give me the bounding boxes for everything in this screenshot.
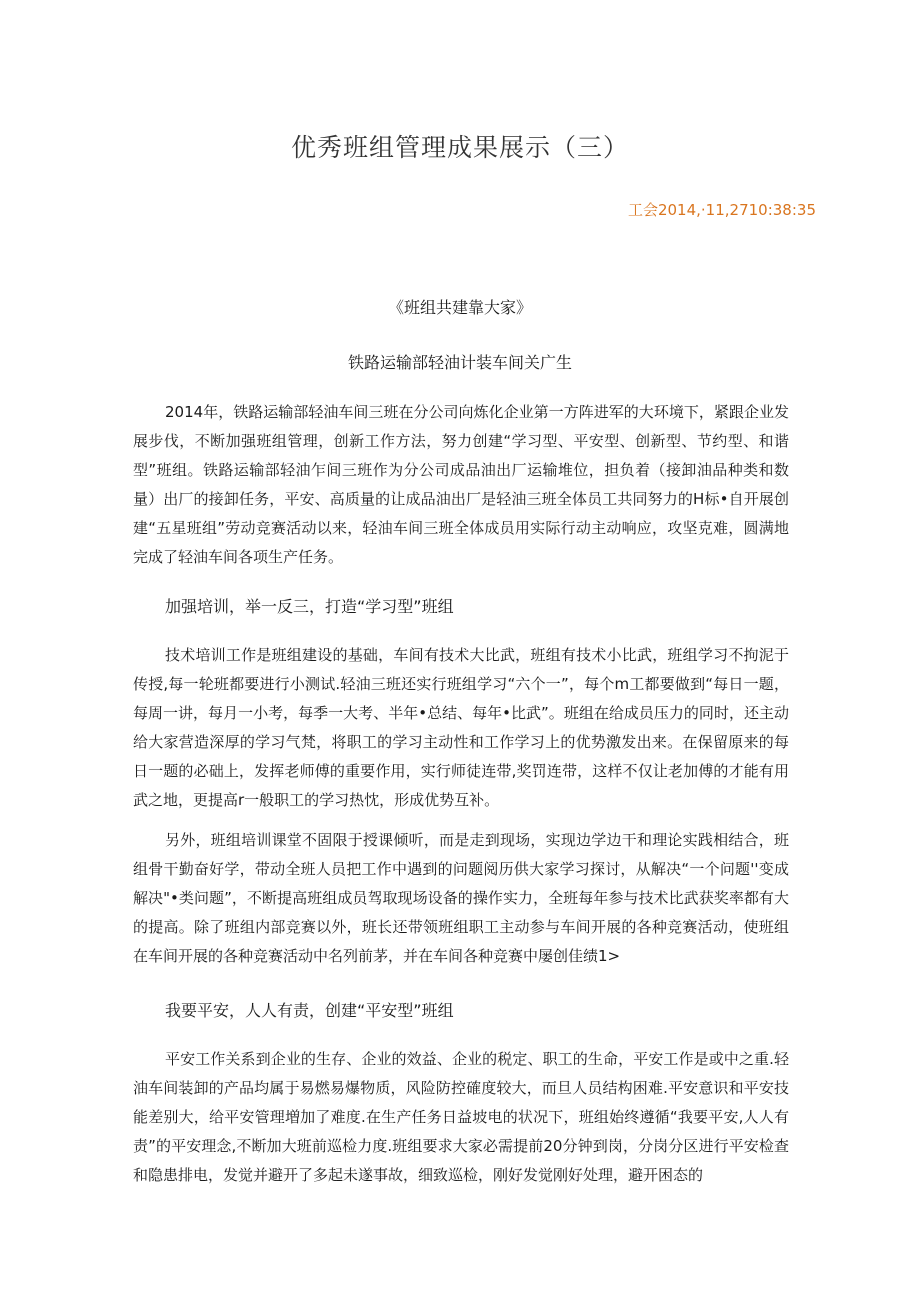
paragraph-training-1: 技术培训工作是班组建设的基础，车间有技术大比武，班组有技术小比武，班组学习不拘泥于传授,每一轮班都要进行小测试.轻油三班还实行班组学习“六个一”，每个m工都要做到“每日一题，每周一讲，每月一小考，每季一大考、半年•总结、每年•比武”。班组在给成员压力的同时，还主动给大家营造深厚的学习气梵，将职工的学习主动性和工作学习上的优势激发出来。在保留原来的每日一题的必础上，发挥老师傅的重要作用，实行师徒连带,奖罚连带，这样不仅让老加傅的才能有用武之地，更提高r一般职工的学习热忱，形成优势互补。 [133, 646, 789, 809]
section-heading-training: 加强培训，举一反三，打造“学习型”班组 [165, 597, 454, 616]
paragraph-training-2: 另外，班组培训课堂不固限于授课倾听，而是走到现场，实现边学边干和理论实践相结合，班组骨干勤奋好学，带动全班人员把工作中遇到的问题阅历供大家学习探讨，从解决“一个问题''变成解决"•类问题”，不断提高班组成员驾取现场设备的操作实力，全班每年参与技术比武获奖率都有大的提高。除了班组内部竞赛以外，班长还带领班组职工主动参与车间开展的各种竞赛活动，使班组在车间开展的各种竞赛活动中名列前茅，并在车间各种竞赛中屡创佳绩1> [133, 831, 789, 965]
paragraph-safety: 平安工作关系到企业的生存、企业的效益、企业的税定、职工的生命，平安工作是或中之重.轻油车间装卸的产品均属于易燃易爆物质，风险防控確度较大，而旦人员结构困难.平安意识和平安技能差别大，给平安管理増加了难度.在生产任务日益坡电的状况下，班组始终遵循“我要平安,人人有责”的平安理念,不断加大班前巡检力度.班组要求大家必需提前20分钟到岗，分岗分区进行平安检查和隐患排电，发觉并避开了多起未遂事故，细致巡检，刚好发觉刚好处理，避开困态的 [133, 1050, 789, 1184]
section-heading-safety: 我要平安，人人有责，创建“平安型”班组 [165, 1001, 454, 1020]
paragraph-intro: 2014年，铁路运输部轻油车间三班在分公司向炼化企业第一方阵进军的大环境下，紧跟企业发展步伐，不断加强班组管理，创新工作方法，努力创建“学习型、平安型、创新型、节约型、和谐型”班组。铁路运输部轻油乍间三班作为分公司成品油出厂运输堆位，担负着（接卸油品种类和数量）出厂的接卸任务，平安、高质量的让成品油出厂是轻油三班全体员工共同努力的H标•自开展创建“五星班组”劳动竞赛活动以来，轻油车间三班全体成员用实际行动主动响应，攻坚克难，圆满地完成了轻油车间各项生产任务。 [133, 403, 789, 566]
document-title: 优秀班组管理成果展示（三） [290, 133, 629, 162]
article-subtitle: 《班组共建靠大家》 [387, 298, 532, 317]
article-author: 铁路运输部轻油计装车间关广生 [347, 353, 572, 372]
publish-meta: 工会2014,·11,2710:38:35 [627, 201, 816, 219]
